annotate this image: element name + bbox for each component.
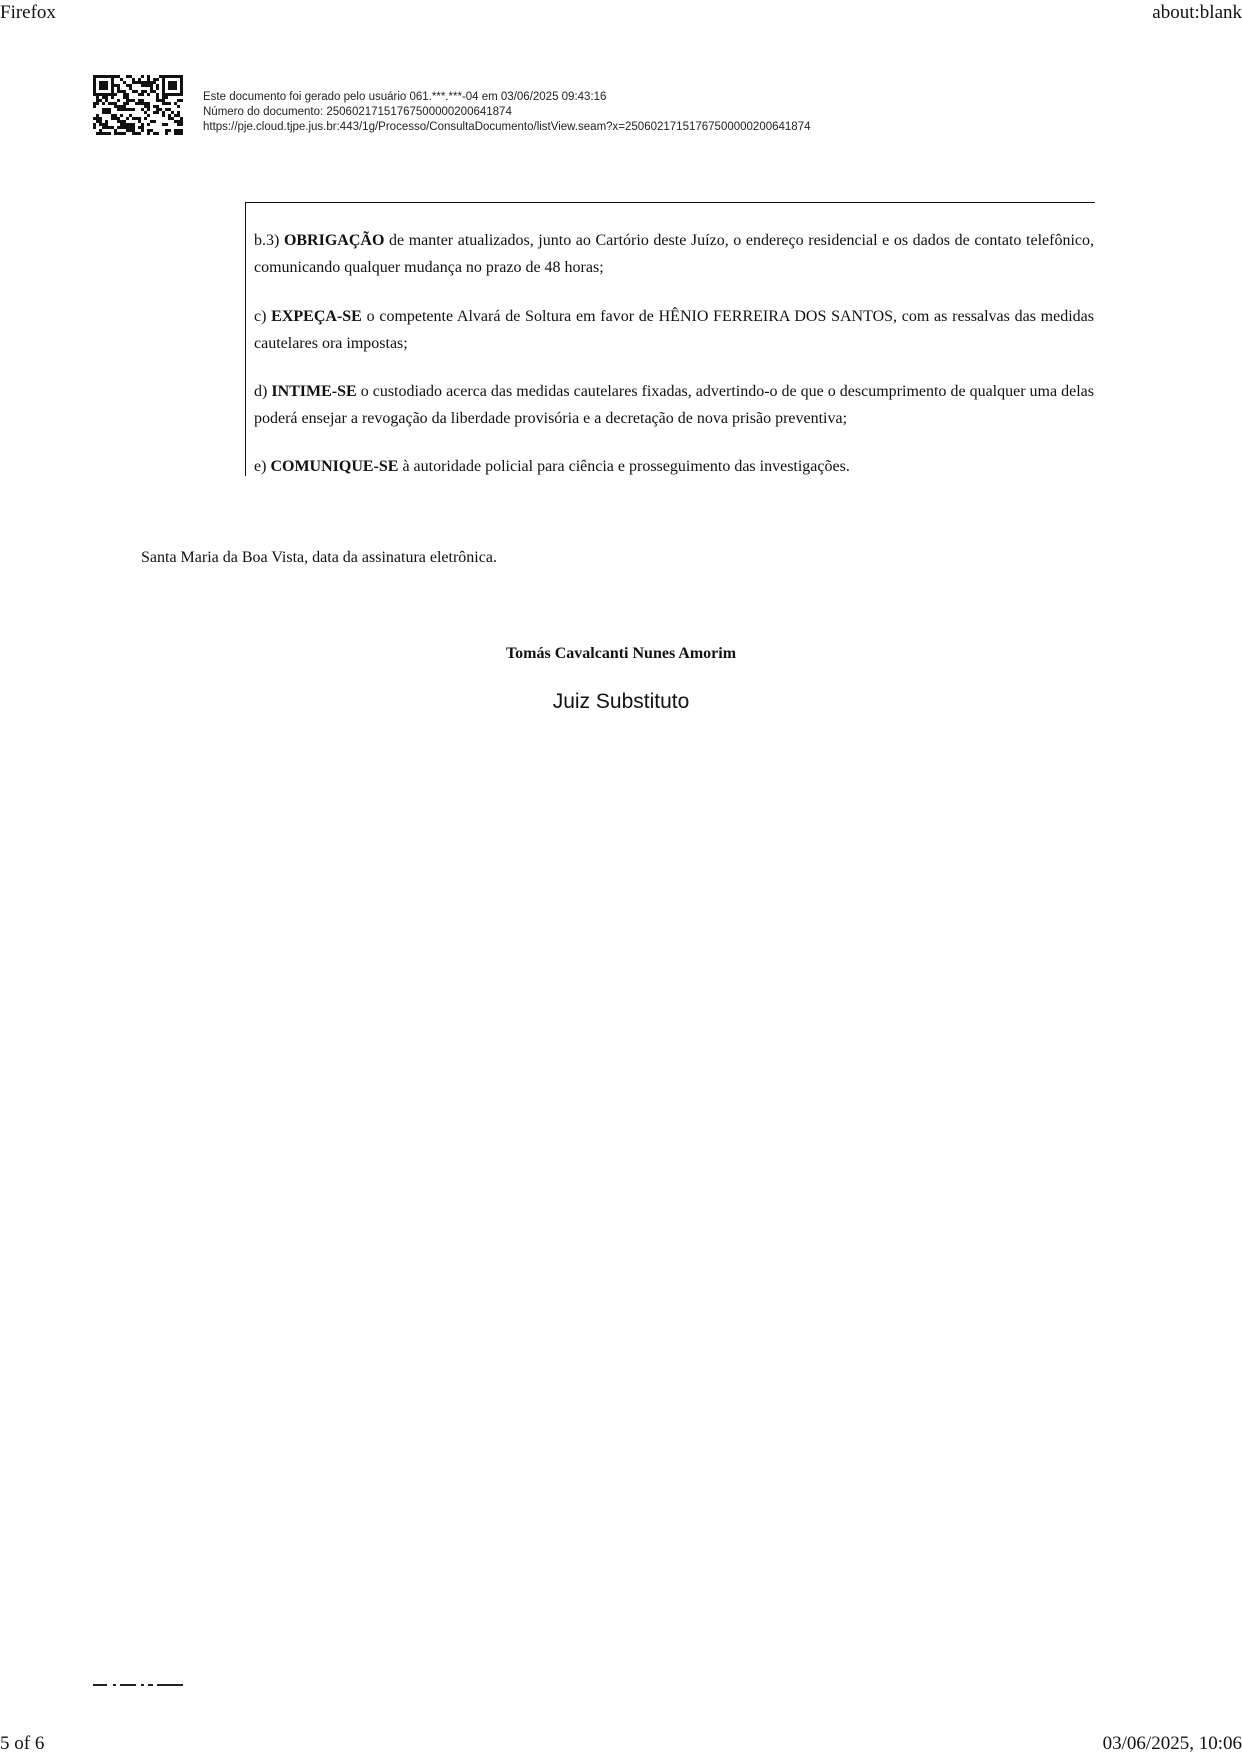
paragraph-text: de manter atualizados, junto ao Cartório deste Juízo, o endereço residencial e os dados de contato telefônico, comunicando qualquer mudança no prazo de 48 horas; bbox=[254, 232, 1094, 276]
place-date-line: Santa Maria da Boa Vista, data da assinatura eletrônica. bbox=[141, 549, 497, 566]
paragraph-keyword: COMUNIQUE-SE bbox=[270, 458, 399, 475]
paragraph-text: o competente Alvará de Soltura em favor de HÊNIO FERREIRA DOS SANTOS, com as ressalvas das medidas cautelares ora impostas; bbox=[254, 308, 1094, 352]
browser-url: about:blank bbox=[1152, 2, 1242, 23]
paragraph-prefix: d) bbox=[254, 383, 272, 400]
paragraph-c bbox=[254, 303, 1094, 357]
signer-name: Tomás Cavalcanti Nunes Amorim bbox=[505, 645, 737, 662]
paragraph-keyword: OBRIGAÇÃO bbox=[283, 232, 385, 249]
page-counter: 5 of 6 bbox=[0, 1733, 45, 1754]
qr-code-icon bbox=[93, 75, 183, 135]
paragraph-prefix: e) bbox=[254, 458, 271, 475]
footer-qr-fragment bbox=[93, 1675, 183, 1681]
print-datetime: 03/06/2025, 10:06 bbox=[1102, 1733, 1242, 1754]
paragraph-prefix: b.3) bbox=[254, 232, 284, 249]
paragraph-keyword: INTIME-SE bbox=[271, 383, 357, 400]
decision-items-box bbox=[245, 202, 1095, 476]
paragraph-text: à autoridade policial para ciência e prosseguimento das investigações. bbox=[398, 458, 850, 475]
paragraph-b3 bbox=[254, 227, 1094, 281]
document-metadata bbox=[203, 90, 923, 135]
document-url-line: https://pje.cloud.tjpe.jus.br:443/1g/Processo/ConsultaDocumento/listView.seam?x=25060217151767500000200641874 bbox=[203, 121, 811, 133]
paragraph-keyword: EXPEÇA-SE bbox=[271, 308, 362, 325]
browser-app-name: Firefox bbox=[0, 2, 56, 23]
paragraph-prefix: c) bbox=[254, 308, 272, 325]
signer-role: Juiz Substituto bbox=[552, 690, 690, 713]
paragraph-e bbox=[254, 453, 1094, 480]
document-number-line: Número do documento: 25060217151767500000200641874 bbox=[203, 106, 512, 118]
paragraph-d bbox=[254, 378, 1094, 432]
paragraph-text: o custodiado acerca das medidas cautelares fixadas, advertindo-o de que o descumprimento de qualquer uma delas poderá ensejar a revogação da liberdade provisória e a decretação de nova prisão preventiva; bbox=[254, 383, 1094, 427]
generated-by-line: Este documento foi gerado pelo usuário 061.***.***-04 em 03/06/2025 09:43:16 bbox=[203, 91, 607, 103]
